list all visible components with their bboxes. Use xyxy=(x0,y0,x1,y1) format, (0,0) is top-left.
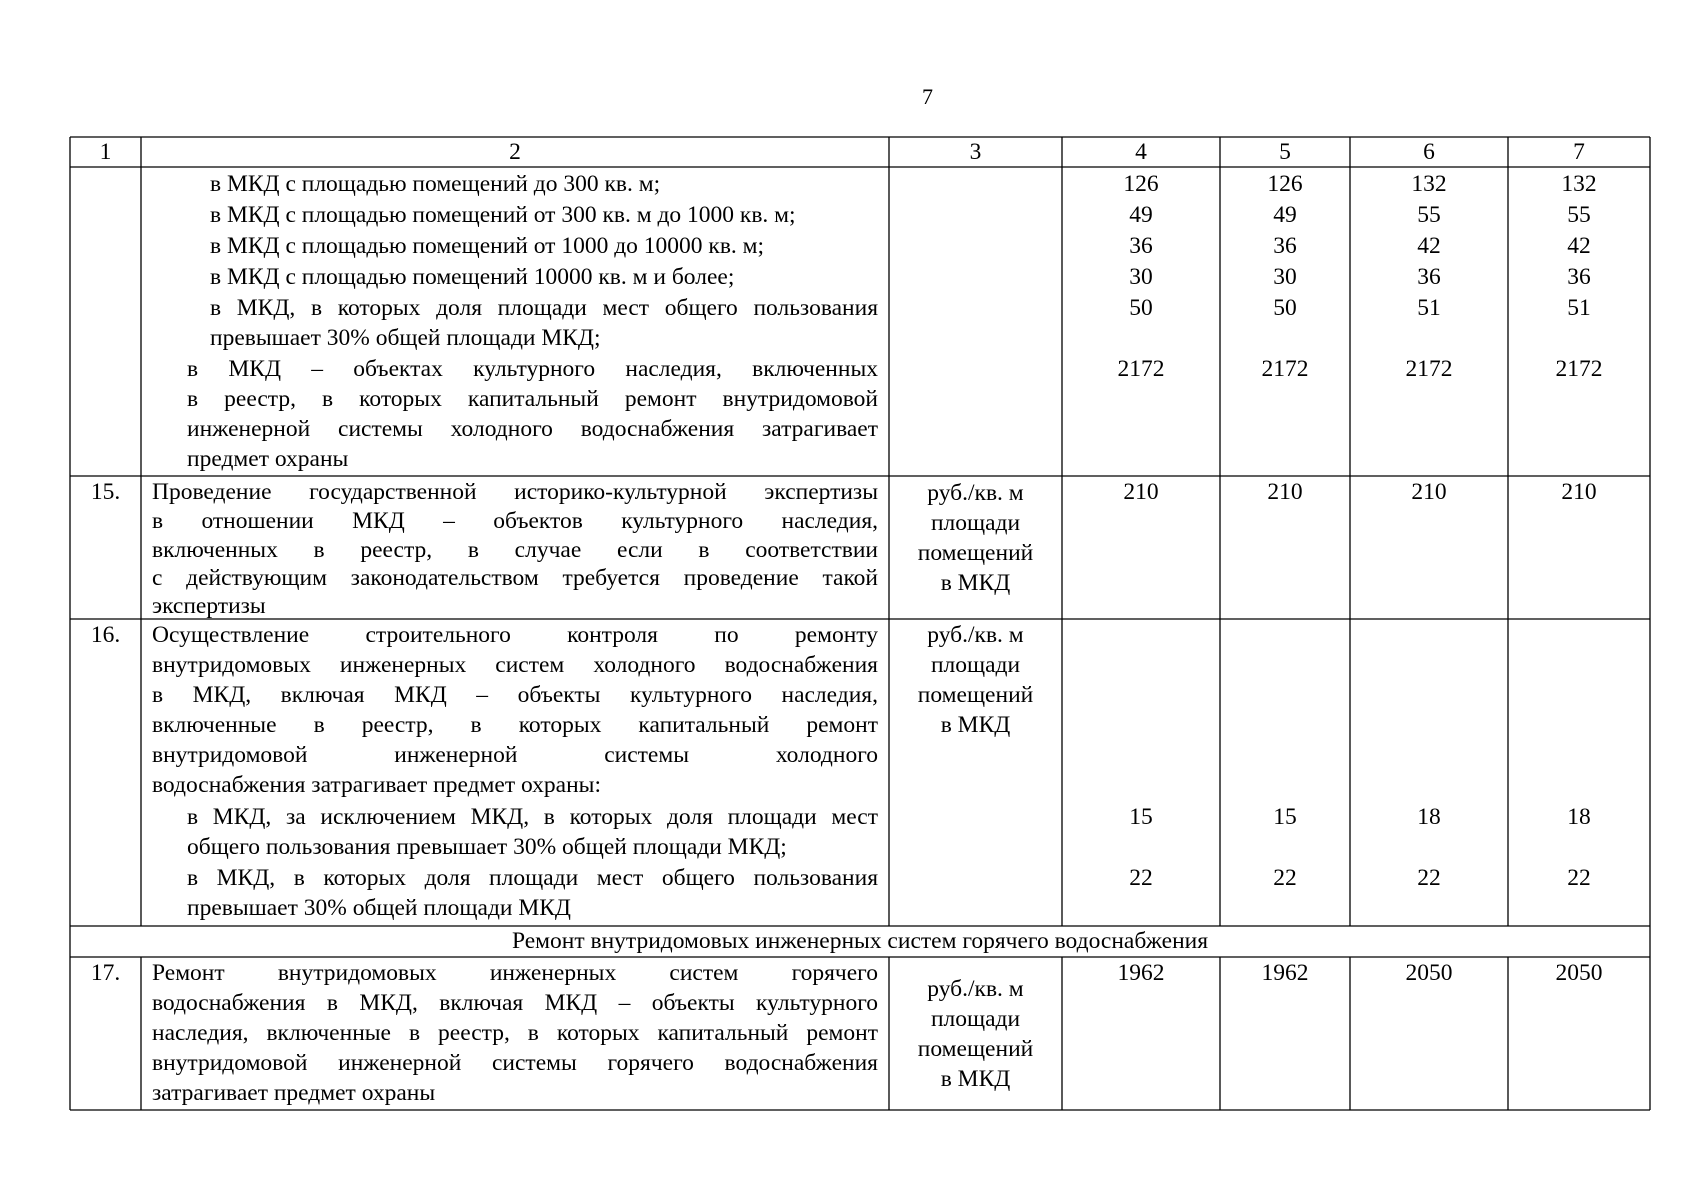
row17-text: затрагивает предмет охраны xyxy=(152,1080,436,1106)
row16-item-value-col7: 22 xyxy=(1567,865,1591,891)
row15-unit: площади xyxy=(930,510,1021,536)
row14-item-text: в МКД с площадью помещений от 300 кв. м до 1000 кв. м; xyxy=(210,202,796,228)
row17-unit: помещений xyxy=(917,1036,1034,1062)
row14-heritage-value-col5: 2172 xyxy=(1261,356,1309,382)
row15-value-col5: 210 xyxy=(1267,479,1303,505)
row17-text: водоснабжения в МКД, включая МКД – объекты культурного xyxy=(152,990,878,1016)
row16-item-value-col5: 15 xyxy=(1273,804,1297,830)
row17-value-col6: 2050 xyxy=(1405,960,1453,986)
row15-text: в отношении МКД – объектов культурного наследия, xyxy=(152,508,878,534)
row15-unit: в МКД xyxy=(940,570,1011,596)
row14-item-value-col6: 36 xyxy=(1417,264,1441,290)
row14-heritage-value-col4: 2172 xyxy=(1117,356,1165,382)
row14-item-text: в МКД, в которых доля площади мест общего пользования xyxy=(210,295,878,321)
row14-item-value-col7: 132 xyxy=(1561,171,1597,197)
row16-item-value-col7: 18 xyxy=(1567,804,1591,830)
row16-text: внутридомовых инженерных систем холодного водоснабжения xyxy=(152,652,878,678)
row16-item-text: в МКД, в которых доля площади мест общего пользования xyxy=(187,865,878,891)
row14-heritage-value-col7: 2172 xyxy=(1555,356,1603,382)
row17-value-col7: 2050 xyxy=(1555,960,1603,986)
row16-text: внутридомовой инженерной системы холодного xyxy=(152,742,878,768)
header-col-3: 3 xyxy=(969,139,982,165)
row15-value-col7: 210 xyxy=(1561,479,1597,505)
row14-item-value-col6: 51 xyxy=(1417,295,1441,321)
row14-heritage-value-col6: 2172 xyxy=(1405,356,1453,382)
row14-heritage-text: в реестр, в которых капитальный ремонт внутридомовой xyxy=(187,386,878,412)
row14-item-value-col7: 42 xyxy=(1567,233,1591,259)
row16-text: водоснабжения затрагивает предмет охраны: xyxy=(152,772,601,798)
row-number: 16. xyxy=(90,622,121,648)
row17-text: внутридомовой инженерной системы горячего водоснабжения xyxy=(152,1050,878,1076)
row14-item-text: в МКД с площадью помещений 10000 кв. м и более; xyxy=(210,264,735,290)
row16-item-value-col4: 15 xyxy=(1129,804,1153,830)
row17-value-col5: 1962 xyxy=(1261,960,1309,986)
row14-item-value-col4: 50 xyxy=(1129,295,1153,321)
row15-text: включенных в реестр, в случае если в соответствии xyxy=(152,537,878,563)
row14-item-text: превышает 30% общей площади МКД; xyxy=(210,325,601,351)
row17-unit: площади xyxy=(930,1006,1021,1032)
row14-heritage-text: предмет охраны xyxy=(187,446,349,472)
row17-value-col4: 1962 xyxy=(1117,960,1165,986)
row17-text: наследия, включенные в реестр, в которых капитальный ремонт xyxy=(152,1020,878,1046)
row15-unit: помещений xyxy=(917,540,1034,566)
row14-item-value-col4: 30 xyxy=(1129,264,1153,290)
header-col-7: 7 xyxy=(1573,139,1585,165)
header-col-2: 2 xyxy=(509,139,521,165)
row14-item-value-col4: 49 xyxy=(1129,202,1153,228)
header-col-5: 5 xyxy=(1279,139,1291,165)
row16-item-value-col6: 22 xyxy=(1417,865,1441,891)
row16-text: в МКД, включая МКД – объекты культурного наследия, xyxy=(152,682,878,708)
row-number: 15. xyxy=(90,479,121,505)
row17-unit: руб./кв. м xyxy=(927,976,1024,1002)
row14-item-value-col4: 36 xyxy=(1129,233,1153,259)
row16-unit: помещений xyxy=(917,682,1034,708)
row15-value-col6: 210 xyxy=(1411,479,1447,505)
row14-item-value-col5: 30 xyxy=(1273,264,1297,290)
row16-item-value-col6: 18 xyxy=(1417,804,1441,830)
row14-item-value-col7: 36 xyxy=(1567,264,1591,290)
row16-item-text: превышает 30% общей площади МКД xyxy=(187,895,571,921)
row14-item-value-col7: 51 xyxy=(1567,295,1591,321)
row14-heritage-text: в МКД – объектах культурного наследия, включенных xyxy=(187,356,878,382)
row14-item-text: в МКД с площадью помещений от 1000 до 10000 кв. м; xyxy=(210,233,765,259)
page-number: 7 xyxy=(922,84,933,109)
row14-item-value-col5: 49 xyxy=(1273,202,1297,228)
header-col-6: 6 xyxy=(1423,139,1435,165)
row14-item-value-col5: 36 xyxy=(1273,233,1297,259)
row16-item-value-col4: 22 xyxy=(1129,865,1153,891)
row16-text: включенные в реестр, в которых капитальный ремонт xyxy=(152,712,878,738)
row16-text: Осуществление строительного контроля по ремонту xyxy=(152,622,878,648)
row15-unit: руб./кв. м xyxy=(927,480,1024,506)
section-title: Ремонт внутридомовых инженерных систем горячего водоснабжения xyxy=(511,928,1209,954)
row16-unit: руб./кв. м xyxy=(927,622,1024,648)
row15-text: экспертизы xyxy=(152,593,266,619)
row14-item-value-col5: 126 xyxy=(1267,171,1303,197)
header-col-1: 1 xyxy=(99,139,112,165)
row14-item-value-col6: 55 xyxy=(1417,202,1441,228)
row17-unit: в МКД xyxy=(940,1066,1011,1092)
row14-item-value-col5: 50 xyxy=(1273,295,1297,321)
row14-item-value-col6: 132 xyxy=(1411,171,1447,197)
row14-heritage-text: инженерной системы холодного водоснабжения затрагивает xyxy=(187,416,878,442)
row14-item-value-col7: 55 xyxy=(1567,202,1591,228)
row16-unit: площади xyxy=(930,652,1021,678)
row15-text: с действующим законодательством требуется проведение такой xyxy=(152,565,878,591)
row14-item-text: в МКД с площадью помещений до 300 кв. м; xyxy=(210,171,661,197)
row17-text: Ремонт внутридомовых инженерных систем горячего xyxy=(152,960,878,986)
row14-item-value-col4: 126 xyxy=(1123,171,1159,197)
row16-item-value-col5: 22 xyxy=(1273,865,1297,891)
row16-item-text: в МКД, за исключением МКД, в которых доля площади мест xyxy=(187,804,878,830)
row15-value-col4: 210 xyxy=(1123,479,1159,505)
row15-text: Проведение государственной историко-культурной экспертизы xyxy=(152,479,878,505)
header-col-4: 4 xyxy=(1135,139,1147,165)
row14-item-value-col6: 42 xyxy=(1417,233,1441,259)
row16-unit: в МКД xyxy=(940,712,1011,738)
row-number: 17. xyxy=(90,960,121,986)
row16-item-text: общего пользования превышает 30% общей площади МКД; xyxy=(187,834,787,860)
